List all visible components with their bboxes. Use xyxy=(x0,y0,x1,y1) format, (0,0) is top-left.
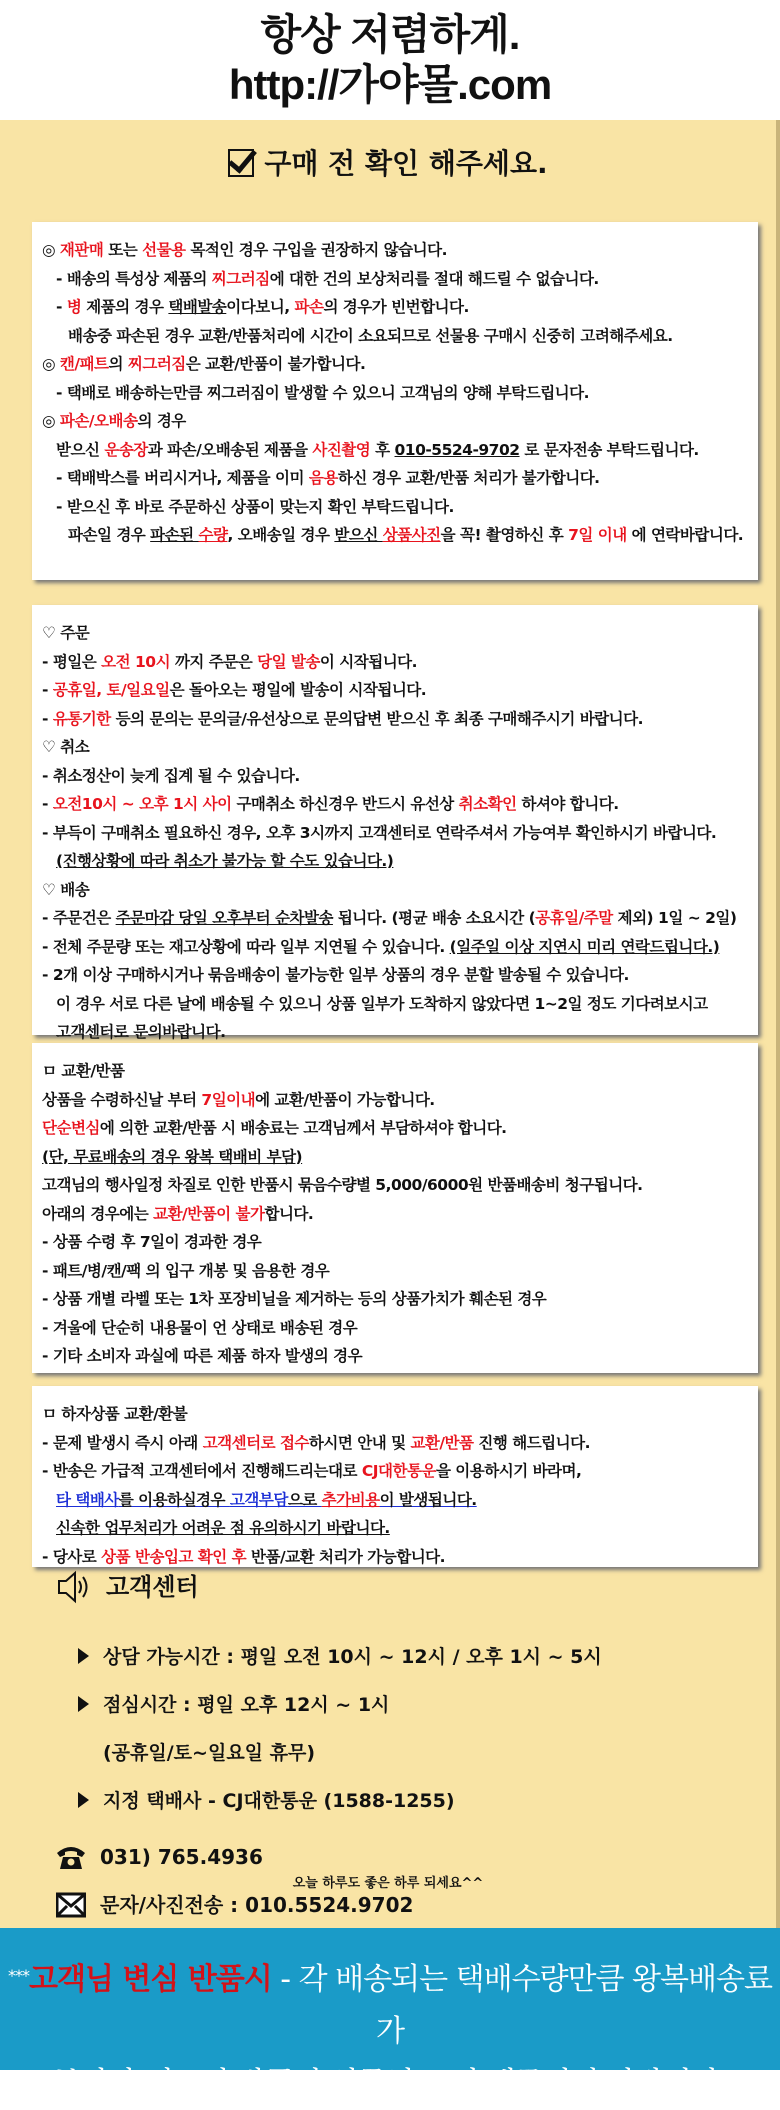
text-segment: 하셔야 합니다. xyxy=(516,795,619,813)
highlight-text: 상품 반송입고 확인 후 xyxy=(101,1547,247,1566)
highlight-text: 병 xyxy=(66,298,82,316)
text-segment: 이 시작됩니다. xyxy=(319,652,418,671)
highlight-text: 재판매 xyxy=(59,241,104,259)
notice-line xyxy=(42,1314,748,1343)
customer-center-title-text: 고객센터 xyxy=(106,1573,199,1601)
notice-line xyxy=(42,265,748,294)
text-segment: 이다보니, xyxy=(226,298,295,316)
text-segment: 에 교환/반품이 가능합니다. xyxy=(255,1090,435,1109)
text-segment: 이 발생됩니다. xyxy=(379,1490,477,1509)
notice-line xyxy=(42,1342,748,1371)
text-segment: 고객부담 xyxy=(229,1490,288,1509)
text-segment: 로 문자전송 부탁드립니다. xyxy=(519,440,699,459)
text-segment: 파손일 경우 xyxy=(68,526,151,544)
notice-line xyxy=(42,322,748,351)
text-segment: - 2개 이상 구매하시거나 묶음배송이 불가능한 일부 상품의 경우 분할 발송될 수 있습니다. xyxy=(42,966,629,984)
banner-line2: 부과가 되오니 반품시 신중히 고려 해주시기 바랍니다. xyxy=(52,2066,728,2101)
banner-highlight: 고객님 변심 반품시 xyxy=(29,1962,272,1997)
text-segment: 받으신 xyxy=(56,440,105,459)
notice-line xyxy=(42,1086,748,1115)
triangle-bullet-icon xyxy=(78,1696,89,1712)
highlight-text: 7일 이내 xyxy=(568,526,627,544)
text-segment: 에 대한 건의 보상처리를 절대 해드릴 수 없습니다. xyxy=(269,269,599,288)
notice-line xyxy=(42,876,748,905)
text-segment: 010-5524-9702 xyxy=(394,440,520,459)
notice-line xyxy=(42,904,748,933)
text-segment: - 상품 개별 라벨 또는 1차 포장비닐을 제거하는 등의 상품가치가 훼손된 경우 xyxy=(42,1290,547,1308)
notice-line xyxy=(42,1228,748,1257)
notice-line xyxy=(42,1400,748,1429)
text-segment: ㅁ 교환/반품 xyxy=(42,1062,125,1080)
highlight-text: 당일 발송 xyxy=(257,652,320,671)
text-segment: 를 이용하실경우 xyxy=(118,1490,230,1509)
text-segment: 구매취소 하신경우 반드시 유선상 xyxy=(231,795,459,813)
highlight-text: 사진촬영 xyxy=(312,440,371,459)
text-segment: 제외) 1일 ~ 2일) xyxy=(612,909,737,927)
defect-refund-card xyxy=(32,1386,758,1567)
notice-area xyxy=(0,120,780,1928)
highlight-text: 파손/오배송 xyxy=(59,412,138,430)
checkbox-icon xyxy=(228,149,254,177)
customer-center-title xyxy=(56,1567,736,1607)
text-segment: 파손된 xyxy=(150,526,199,544)
text-segment: - 기타 소비자 과실에 따른 제품 하자 발생의 경우 xyxy=(42,1347,363,1365)
notice-line xyxy=(42,648,748,677)
text-segment: 까지 주문은 xyxy=(170,652,258,671)
notice-line xyxy=(42,705,748,734)
purchase-caution-card xyxy=(32,222,758,580)
highlight-text: 교환/반품 xyxy=(410,1433,474,1452)
text-segment: - 주문건은 xyxy=(42,909,116,927)
text-segment: - 취소정산이 늦게 집계 될 수 있습니다. xyxy=(42,766,300,785)
highlight-text: 캔/패트 xyxy=(59,355,109,373)
notice-line xyxy=(42,819,748,848)
notice-line xyxy=(42,379,748,408)
text-segment: , 오배송일 경우 xyxy=(227,526,335,544)
text-segment: - 전체 주문량 또는 재고상황에 따라 일부 지연될 수 있습니다. xyxy=(42,937,450,956)
text-segment: 으로 xyxy=(287,1490,322,1509)
highlight-text: 단순변심 xyxy=(42,1119,100,1137)
notice-line xyxy=(42,733,748,762)
text-segment: - 겨울에 단순히 내용물이 언 상태로 배송된 경우 xyxy=(42,1318,358,1337)
highlight-text: 공휴일/주말 xyxy=(535,909,613,927)
text-segment: 하시면 안내 및 xyxy=(308,1433,411,1452)
highlight-text: 상품사진 xyxy=(382,526,441,544)
notice-line xyxy=(42,961,748,990)
closing-message: 오늘 하루도 좋은 하루 되세요^^ xyxy=(292,1876,484,1891)
notice-line xyxy=(42,1514,748,1543)
notice-line xyxy=(42,293,748,322)
notice-line xyxy=(42,676,748,705)
text-segment: - xyxy=(42,709,53,728)
text-segment: - 당사로 xyxy=(42,1547,102,1566)
highlight-text: 교환/반품이 불가 xyxy=(153,1204,265,1223)
text-segment: 상품을 수령하신날 부터 xyxy=(42,1090,202,1109)
text-segment: (단, 무료배송의 경우 왕복 택배비 부담) xyxy=(42,1147,303,1166)
notice-line xyxy=(42,1429,748,1458)
text-segment: 받으신 xyxy=(334,526,383,544)
notice-line xyxy=(42,1457,748,1486)
order-cancel-shipping-card xyxy=(32,605,758,1041)
text-segment: 의 경우가 빈번합니다. xyxy=(323,298,469,316)
text-segment: 이 경우 서로 다른 날에 배송될 수 있으니 상품 일부가 도착하지 않았다면 1~2일 정도 기다려보시고 xyxy=(56,994,708,1013)
notice-line xyxy=(42,1200,748,1229)
highlight-text: 오전10시 ~ 오후 1시 사이 xyxy=(52,795,232,813)
notice-line xyxy=(42,1171,748,1200)
text-segment: 됩니다. (평균 배송 소요시간 ( xyxy=(332,909,536,927)
header xyxy=(0,0,780,120)
highlight-text: 선물용 xyxy=(142,241,186,259)
banner-line1: - 각 배송되는 택배수량만큼 왕복배송료가 xyxy=(271,1962,772,2049)
notice-line xyxy=(42,933,748,962)
triangle-bullet-icon xyxy=(78,1792,89,1808)
consult-hours xyxy=(56,1633,736,1681)
highlight-text: 추가비용 xyxy=(321,1490,380,1509)
text-segment: 고객님의 행사일정 차질로 인한 반품시 묶음수량별 5,000/6000원 반품배송비 청구됩니다. xyxy=(42,1176,643,1194)
notice-line xyxy=(42,1285,748,1314)
highlight-text: 7일이내 xyxy=(201,1090,256,1109)
text-segment: ♡ 주문 xyxy=(42,624,90,642)
lunch-hours xyxy=(56,1681,736,1729)
text-segment: - 패트/병/캔/팩 의 입구 개봉 및 음용한 경우 xyxy=(42,1261,330,1280)
text-segment: 아래의 경우에는 xyxy=(42,1204,154,1223)
text-segment: 을 꼭! 촬영하신 후 xyxy=(440,526,569,544)
text-segment: 에 의한 교환/반품 시 배송료는 고객님께서 부담하셔야 합니다. xyxy=(99,1119,507,1137)
notice-line xyxy=(42,1486,748,1515)
notice-line xyxy=(42,762,748,791)
text-segment: 주문마감 당일 오후부터 순차발송 xyxy=(115,909,333,927)
check-title xyxy=(0,144,776,184)
text-segment: ♡ 배송 xyxy=(42,880,90,899)
text-segment: 제품의 경우 xyxy=(81,298,169,316)
text-segment: - xyxy=(42,681,53,699)
notice-line xyxy=(42,1257,748,1286)
text-segment: ◎ xyxy=(42,241,60,259)
phone-number: 031) 765.4936 xyxy=(100,1845,263,1869)
highlight-text: 고객센터로 접수 xyxy=(202,1433,309,1452)
consult-hours-text: 상담 가능시간 : 평일 오전 10시 ~ 12시 / 오후 1시 ~ 5시 xyxy=(103,1646,602,1668)
notice-line xyxy=(42,407,748,436)
notice-line xyxy=(42,436,748,465)
text-segment: 의 경우 xyxy=(137,412,186,430)
text-segment: - 문제 발생시 즉시 아래 xyxy=(42,1433,203,1452)
text-segment: 은 돌아오는 평일에 발송이 시작됩니다. xyxy=(169,681,427,699)
text-segment: 택배발송 xyxy=(168,298,227,316)
text-segment: 등의 문의는 문의글/유선상으로 문의답변 받으신 후 최종 구매해주시기 바랍니다. xyxy=(110,709,643,728)
notice-line xyxy=(42,619,748,648)
speaker-icon xyxy=(56,1569,92,1605)
text-segment: - 배송의 특성상 제품의 xyxy=(56,269,212,288)
telephone-icon xyxy=(56,1844,86,1870)
notice-line xyxy=(42,1114,748,1143)
notice-line xyxy=(42,464,748,493)
text-segment: 을 이용하시기 바라며, xyxy=(435,1462,582,1480)
text-segment: - 부득이 구매취소 필요하신 경우, 오후 3시까지 고객센터로 연락주셔서 가능여부 확인하시기 바랍니다. xyxy=(42,823,717,842)
text-segment: 후 xyxy=(370,440,395,459)
text-segment: 신속한 업무처리가 어려운 점 유의하시기 바랍니다. xyxy=(56,1519,390,1537)
text-segment: 또는 xyxy=(103,241,143,259)
text-segment: ◎ xyxy=(42,355,60,373)
text-segment: 고객센터로 문의바랍니다. xyxy=(56,1023,226,1041)
text-segment: - 반송은 가급적 고객센터에서 진행해드리는대로 xyxy=(42,1462,362,1480)
text-segment: 의 xyxy=(108,355,128,373)
notice-line xyxy=(42,990,748,1019)
exchange-return-card xyxy=(32,1043,758,1373)
notice-line xyxy=(42,790,748,819)
envelope-icon xyxy=(56,1892,86,1918)
highlight-text: 공휴일, 토/일요일 xyxy=(52,681,170,699)
highlight-text: 찌그러짐 xyxy=(127,355,186,373)
text-segment: (진행상황에 따라 취소가 불가능 할 수도 있습니다.) xyxy=(56,852,394,870)
highlight-text: 수량 xyxy=(198,526,228,544)
site-url: http://가야몰.com xyxy=(228,61,552,108)
text-segment: - 받으신 후 바로 주문하신 상품이 맞는지 확인 부탁드립니다. xyxy=(56,497,454,516)
text-segment: - 평일은 xyxy=(42,652,102,671)
text-segment: - 택배박스를 버리시거나, 제품을 이미 xyxy=(56,469,309,487)
text-segment: 에 연락바랍니다. xyxy=(626,526,744,544)
notice-line xyxy=(42,521,748,550)
text-segment: - xyxy=(42,795,53,813)
slogan: 항상 저렴하게. xyxy=(260,11,520,58)
courier-text: 지정 택배사 - CJ대한통운 (1588-1255) xyxy=(103,1790,455,1812)
highlight-text: 운송장 xyxy=(104,440,148,459)
highlight-text: 음용 xyxy=(308,469,338,487)
highlight-text: 파손 xyxy=(294,298,324,316)
notice-line xyxy=(42,847,748,876)
lunch-hours-text: 점심시간 : 평일 오후 12시 ~ 1시 xyxy=(103,1694,390,1716)
highlight-text: 찌그러짐 xyxy=(211,269,270,288)
text-segment: ◎ xyxy=(42,412,60,430)
return-fee-banner xyxy=(0,1928,780,2101)
notice-line xyxy=(42,1143,748,1172)
text-segment: 과 파손/오배송된 제품을 xyxy=(147,440,313,459)
text-segment: (일주일 이상 지연시 미리 연락드립니다.) xyxy=(449,937,720,956)
banner-stars: *** xyxy=(8,1966,30,1985)
holiday-note: (공휴일/토~일요일 휴무) xyxy=(103,1742,316,1764)
text-segment: ㅁ 하자상품 교환/환불 xyxy=(42,1405,188,1423)
text-segment: 진행 해드립니다. xyxy=(473,1433,590,1452)
sms-number: 문자/사진전송 : 010.5524.9702 xyxy=(100,1893,414,1917)
text-segment: 목적인 경우 구입을 권장하지 않습니다. xyxy=(185,241,447,259)
text-segment: - 택배로 배송하는만큼 찌그러짐이 발생할 수 있으니 고객님의 양해 부탁드립니다. xyxy=(56,383,589,402)
highlight-text: 취소확인 xyxy=(458,795,517,813)
notice-line xyxy=(42,350,748,379)
text-segment: - 상품 수령 후 7일이 경과한 경우 xyxy=(42,1233,262,1251)
highlight-text: 유통기한 xyxy=(52,709,111,728)
text-segment: - xyxy=(56,298,67,316)
notice-line xyxy=(42,1057,748,1086)
courier-info xyxy=(56,1777,736,1825)
text-segment: 배송중 파손된 경우 교환/반품처리에 시간이 소요되므로 선물용 구매시 신중히 고려해주세요. xyxy=(68,326,673,345)
notice-line xyxy=(42,236,748,265)
text-segment: 하신 경우 교환/반품 처리가 불가합니다. xyxy=(337,469,600,487)
text-segment: 은 교환/반품이 불가합니다. xyxy=(185,355,366,373)
text-segment: ♡ 취소 xyxy=(42,738,90,756)
text-segment: 반품/교환 처리가 가능합니다. xyxy=(246,1547,446,1566)
check-title-text: 구매 전 확인 해주세요. xyxy=(264,147,548,180)
triangle-bullet-icon xyxy=(78,1648,89,1664)
highlight-text: CJ대한통운 xyxy=(361,1462,436,1480)
notice-line xyxy=(42,493,748,522)
text-segment: 타 택배사 xyxy=(56,1490,119,1509)
text-segment: 합니다. xyxy=(264,1204,314,1223)
highlight-text: 오전 10시 xyxy=(101,652,171,671)
